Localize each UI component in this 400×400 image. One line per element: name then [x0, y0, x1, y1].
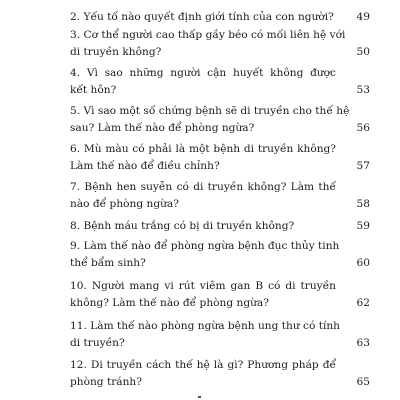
- toc-page-number: 58: [356, 198, 370, 210]
- toc-entry-line: [70, 27, 370, 43]
- toc-page-number: 63: [356, 337, 370, 349]
- page-bottom-mark: [198, 396, 201, 398]
- toc-entry-line: [70, 141, 370, 157]
- toc-entry-text: 11. Làm thế nào phòng ngừa bệnh ung thư có tính: [70, 320, 340, 332]
- toc-entry-line: [70, 103, 370, 119]
- toc-entry-text: 12. Di truyền cách thế hệ là gì? Phương pháp để: [70, 359, 336, 371]
- toc-entry-line: [70, 357, 370, 373]
- toc-page-number: 49: [356, 11, 370, 23]
- toc-entry-line: [70, 44, 370, 60]
- toc-entry-line: [70, 335, 370, 351]
- toc-entry-text: di truyền?: [70, 337, 125, 349]
- toc-entry-line: [70, 218, 370, 234]
- toc-entry-line: [70, 65, 370, 81]
- toc-entry-text: 10. Người mang vi rút viêm gan B có di truyền: [70, 280, 336, 292]
- toc-entry-text: di truyền không?: [70, 46, 162, 58]
- toc-entry-text: 6. Mù màu có phải là một bệnh di truyền không?: [70, 143, 336, 155]
- toc-page-number: 53: [356, 84, 370, 96]
- toc-entry-line: [70, 158, 370, 174]
- toc-entry-line: [70, 238, 370, 254]
- toc-entry-line: [70, 196, 370, 212]
- toc-entry-text: 3. Cơ thể người cao thấp gầy béo có mối liên hệ với: [70, 29, 346, 41]
- toc-entry-text: thể bẩm sinh?: [70, 257, 146, 269]
- toc-page-number: 65: [356, 376, 370, 388]
- toc-entry-line: [70, 255, 370, 271]
- toc-entry-text: nào để phòng ngừa?: [70, 198, 179, 210]
- toc-entry-line: [70, 295, 370, 311]
- toc-page-number: 59: [356, 220, 370, 232]
- toc-entry-text: phòng tránh?: [70, 376, 142, 388]
- toc-page-number: 57: [356, 160, 370, 172]
- toc-entry-text: không? Làm thế nào để phòng ngừa?: [70, 297, 269, 309]
- toc-entry-text: 9. Làm thế nào để phòng ngừa bệnh đục thủy tinh: [70, 240, 340, 252]
- toc-entry-line: [70, 374, 370, 390]
- toc-entry-text: 2. Yếu tố nào quyết định giới tính của con người?: [70, 11, 334, 23]
- toc-entry-line: [70, 179, 370, 195]
- toc-entry-line: [70, 318, 370, 334]
- toc-page-number: 62: [356, 297, 370, 309]
- toc-entry-text: kết hôn?: [70, 84, 117, 96]
- toc-page-number: 56: [356, 122, 370, 134]
- toc-entry-text: sau? Làm thế nào để phòng ngừa?: [70, 122, 255, 134]
- toc-entry-text: Làm thế nào để điều chỉnh?: [70, 160, 220, 172]
- toc-entry-line: [70, 82, 370, 98]
- toc-entry-text: 8. Bệnh máu trắng có bị di truyền không?: [70, 220, 295, 232]
- toc-entry-text: 5. Vì sao một số chứng bệnh sẽ di truyền cho thế hệ: [70, 105, 350, 117]
- toc-entry-line: [70, 120, 370, 136]
- toc-page-number: 50: [356, 46, 370, 58]
- toc-entry-text: 7. Bệnh hen suyễn có di truyền không? Làm thế: [70, 181, 336, 193]
- toc-entry-line: [70, 278, 370, 294]
- toc-entry-text: 4. Vì sao những người cận huyết không được: [70, 67, 336, 79]
- toc-page-number: 60: [356, 257, 370, 269]
- toc-entry-line: [70, 9, 370, 25]
